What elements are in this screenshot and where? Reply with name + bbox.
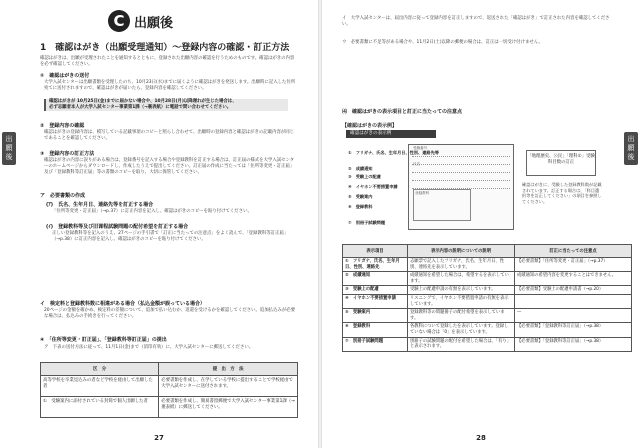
s2-text: 確認はがきの登録内容は、模写している記載事項のコピーと照らし合わせて、出願時の登録内容と確認はがきの記載内容が同じであることを確認してください。: [44, 130, 295, 141]
s3a-ii-text: 正しい登録教科等を記入のうえ、27ページの手引書で「訂正に当たっての注意点」をよく読んで、「登録教科等訂正届」（→p.38）に訂正内容を記入し、確認はがきのコピーを貼り付けてください。: [52, 231, 289, 242]
callout-4: ④ イヤホン不要措置申請: [348, 184, 398, 189]
table-row: [343, 309, 632, 323]
page-number: 28: [476, 434, 486, 442]
table-cell: リスニングで、イヤホン不要措置申請の有無を表示しています。: [408, 294, 515, 308]
intro-text: 確認はがきは、出願が受理されたことを通知するとともに、登録された出願内容の確認を行うためのものです。確認はがきの内容を必ず確認してください。: [40, 56, 295, 67]
table-cell: 受験上の配慮申請の有無を表示しています。: [408, 286, 515, 295]
s3-heading: ③ 登録内容の訂正方法: [40, 151, 95, 157]
chapter-heading: [108, 10, 173, 32]
callout-5: ⑤ 受験案内: [348, 194, 373, 199]
table-row: [41, 376, 298, 397]
side-tab-char: 後: [627, 153, 635, 161]
table-cell: 登録教科等の問題冊子の配付希望を表示しています。: [408, 309, 515, 323]
s1-text: 大学入試センターは出願書類を受理したのち、10月23日(水)までに届くように確認はがきを発送します。出願時に記入した住所宛てに送付されますので、確認はがきが届いたら、登録内容を確認してください。: [44, 80, 296, 91]
table-row: [343, 258, 632, 272]
side-tab-left: [2, 132, 16, 165]
table-cell: ④ イヤホン不要措置申請: [343, 294, 408, 308]
table-cell: ⑤ 受験案内: [343, 309, 408, 323]
s1-highlight-line: 確認はがきが 10月25日(金)までに届かない場合や、10月28日(月)以降遅れが生じた場合は、: [49, 99, 237, 104]
table-cell: 成績通知を希望した場合は、希望するを表示しています。: [408, 272, 515, 286]
block-head: 【確認はがきの表示例】: [342, 123, 398, 129]
table-row: [41, 397, 298, 418]
s3a-i-heading: (ｱ) 氏名、生年月日、連絡先等を訂正する場合: [46, 202, 154, 208]
s3b-text: 20ページの金額を確かめ、検定料の差額について、追加で払い込むか、返還を受けるかを確認してください。追加払込みが必要な場合は、払込みの手続きを行ってください。: [44, 308, 296, 319]
block-bar: 確認はがきの表示例: [346, 130, 436, 138]
section-title: 1 確認はがき（出願受理通知）～登録内容の確認・訂正方法: [40, 43, 290, 53]
section-heading: ⑷ 確認はがきの表示項目と訂正に当たっての注意点: [342, 109, 463, 115]
subject-note-text: 確認はがきに、受験した登録教科数が記載されています。訂正する場合は、「科目選択等を訂正してください」の項目を参照してください。: [522, 182, 602, 204]
intro-i: イ 大学入試センターは、届出内容に従って登録内容を訂正しますので、返送された「確認はがき」で訂正された内容を確認してください。: [342, 16, 610, 27]
table-row: [343, 272, 632, 286]
intro-ii: ウ 必要書類に不足等がある場合や、11月2日(土)以降の郵便の場合は、訂正は一切受け付けません。: [342, 40, 543, 45]
table-cell: 【必要書類】「住所等変更・訂正届」（→p.37）: [515, 258, 632, 272]
callout-3: ③ 受験上の配慮: [348, 174, 381, 179]
table-cell: 志願票で記入したフリガナ、氏名、生年月日、性別、連絡先を表示しています。: [408, 258, 515, 272]
card-row: [412, 175, 510, 181]
card-row: [412, 159, 510, 165]
card-label: 氏名: [413, 162, 421, 166]
postcard-sample: [408, 144, 514, 230]
left-page: [0, 0, 318, 448]
side-tab-char: 後: [5, 153, 13, 161]
table-cell: 必要書類を作成し、在学している学校に提出することで学校経由で大学入試センターに送付されます。: [159, 376, 298, 397]
s1-heading: ① 確認はがきの送付: [40, 73, 90, 79]
table-header-row: [41, 363, 298, 376]
table-row: [343, 337, 632, 351]
table-row: [343, 286, 632, 295]
table-cell: 高等学校を卒業見込みの者など学校を経由して出願した者: [41, 376, 159, 397]
s4-text: ア 下表の送付方法に従って、11月1日(金)まで（消印有効）に、大学入試センターに郵送してください。: [44, 345, 254, 350]
side-tab-char: 出: [627, 135, 635, 143]
side-tab-char: 願: [627, 144, 635, 152]
chapter-title: 出願後: [134, 15, 174, 31]
table-cell: 成績通知の希望内容を変更することはできません。: [515, 272, 632, 286]
s3a-ii-heading: (ｲ) 登録教科等及び旧课程試験問題の配付希望を訂正する場合: [46, 224, 189, 230]
s1-highlight: [44, 99, 288, 111]
s4-heading: ④ 「住所等変更・訂正届」、「登録教科等訂正届」の提出: [40, 337, 167, 343]
table-cell: 必要書類を作成し、簡易書留郵便で大学入試センター事業第1課（→裏表紙）に郵送してください。: [159, 397, 298, 418]
callout-6: ⑥ 登録教科: [348, 204, 373, 209]
table-header: 表示内容の説明についての説明: [408, 245, 515, 258]
table-cell: —: [515, 309, 632, 323]
s3a-i-text: 「住所等変更・訂正届」（→p.37）に訂正内容を記入し、確認はがきのコピーを貼り付けてください。: [52, 209, 252, 214]
table-row: [343, 294, 632, 308]
table-header-row: [343, 245, 632, 258]
s2-heading: ② 登録内容の確認: [40, 123, 85, 129]
table-cell: ③ 受験上の配慮: [343, 286, 408, 295]
table-cell: 各教科について登録したを表示しています。登録していない場合は「0」を表示しています。: [408, 323, 515, 337]
table-cell: ⑥ 登録教科: [343, 323, 408, 337]
card-label: 登録教科: [415, 191, 430, 195]
table-cell: [515, 294, 632, 308]
s3b-heading: イ 検定料と登録教科数に相違がある場合（払込金額が誤っている場合）: [40, 301, 206, 307]
right-page: [322, 0, 640, 448]
subject-note-box: 「地理歴史、公民」「理科②」受験科目数の訂正: [526, 150, 596, 176]
callout-7: ⑦ 別冊子試験問題: [348, 220, 386, 225]
table-cell: 【必要書類】受験上の配慮申請書（→p.20）: [515, 286, 632, 295]
table-header: 表示項目: [343, 245, 408, 258]
card-row: [412, 167, 510, 173]
table-cell: 【必要書類】「登録教科等訂正届」（→p.38）: [515, 337, 632, 351]
submission-table: [40, 362, 298, 418]
table-header: 区 分: [41, 363, 159, 376]
side-tab-right: [624, 132, 638, 165]
table-cell: ① 受験案内に添付されている封筒で個人出願した者: [41, 397, 159, 418]
s1-highlight-line: 必ず志願者本人が大学入試センター事業第1課（→裏表紙）に電話で問い合わせてください。: [49, 105, 232, 110]
s3-text: 確認はがきの内容に誤りがある場合は、登録番号を記入する場合や登録教科を訂正する場合は、訂正届の様式を大学入試センターのホームページからダウンロードし、作成したうえで提出してください。訂正届の作成に当たっては「住所等変更・訂正届」及び「登録教科等訂正届」等の書類のコピーを取り、大切に保管してください。: [44, 158, 295, 175]
page-number: 27: [154, 434, 164, 442]
chapter-letter: C: [108, 10, 130, 32]
callout-2: ② 成績通知: [348, 166, 373, 171]
table-cell: ① フリガナ、氏名、生年月日、性別、連絡先: [343, 258, 408, 272]
card-label: 受験番号: [413, 146, 428, 150]
side-tab-char: 願: [5, 144, 13, 152]
display-items-table: [342, 244, 632, 352]
table-cell: ⑦ 別冊子試験問題: [343, 337, 408, 351]
table-cell: ② 成績通知: [343, 272, 408, 286]
callout-1: ① フリガナ、氏名、生年月日、性別、連絡先等: [348, 150, 439, 155]
table-cell: 別冊子の試験問題の配付を希望した場合は、「有り」と表示されます。: [408, 337, 515, 351]
side-tab-char: 出: [5, 135, 13, 143]
table-row: [343, 323, 632, 337]
s3a-heading: ア 必要書類の作成: [40, 193, 86, 199]
table-header: 訂正に当たっての注意点: [515, 245, 632, 258]
table-cell: 【必要書類】「登録教科等訂正届」（→p.38）: [515, 323, 632, 337]
table-header: 提 出 方 法: [159, 363, 298, 376]
